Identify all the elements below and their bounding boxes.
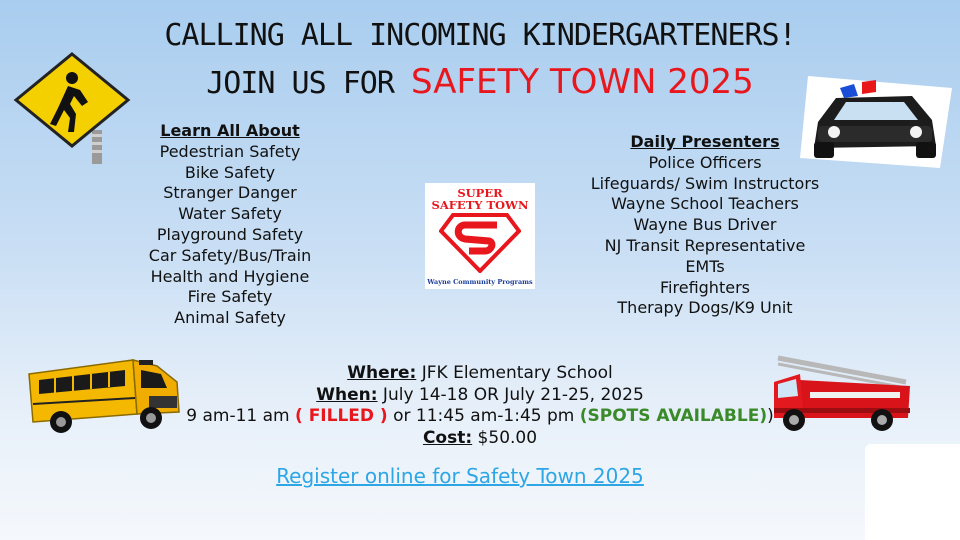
- filled-badge: ( FILLED ): [295, 406, 388, 426]
- learn-item: Stranger Danger: [163, 183, 297, 203]
- presenters-heading: Daily Presenters: [630, 132, 780, 151]
- learn-heading: Learn All About: [160, 121, 300, 140]
- learn-item: Animal Safety: [174, 308, 286, 328]
- time-morning: 9 am-11 am: [186, 406, 295, 426]
- cost-value: $50.00: [472, 427, 538, 448]
- page-corner: [865, 444, 960, 540]
- logo-line1: SUPER: [457, 186, 503, 200]
- spots-available-badge: (SPOTS AVAILABLE): [579, 406, 768, 426]
- logo-line2: SAFETY TOWN: [431, 198, 529, 212]
- where-line: [160, 363, 800, 385]
- presenter-item: Therapy Dogs/K9 Unit: [617, 298, 793, 318]
- presenter-item: NJ Transit Representative: [604, 235, 806, 255]
- presenter-item: Wayne School Teachers: [611, 194, 799, 214]
- learn-item: Playground Safety: [156, 224, 304, 244]
- headline-event-name: SAFETY TOWN 2025: [410, 62, 754, 102]
- learn-item: Fire Safety: [187, 287, 273, 307]
- learn-list: [110, 121, 350, 329]
- learn-item: Bike Safety: [184, 162, 276, 182]
- cost-label: Cost:: [422, 427, 473, 448]
- headline-line1: CALLING ALL INCOMING KINDERGARTENERS!: [164, 18, 796, 53]
- learn-item: Car Safety/Bus/Train: [148, 245, 312, 265]
- headline-prefix: JOIN US FOR: [206, 66, 411, 101]
- time-afternoon: or 11:45 am-1:45 pm: [387, 406, 580, 426]
- where-value: JFK Elementary School: [416, 363, 613, 383]
- super-safety-town-logo: [425, 183, 535, 289]
- learn-item: Water Safety: [178, 204, 282, 224]
- presenter-item: EMTs: [685, 256, 725, 276]
- register-link[interactable]: Register online for Safety Town 2025: [276, 464, 644, 488]
- presenters-list: [555, 132, 855, 319]
- where-label: Where:: [347, 363, 417, 383]
- when-label: When:: [316, 384, 378, 405]
- presenter-item: Lifeguards/ Swim Instructors: [590, 173, 820, 193]
- time-close-paren: ): [767, 406, 774, 426]
- when-value: July 14-18 OR July 21-25, 2025: [377, 384, 644, 405]
- presenter-item: Firefighters: [660, 277, 750, 297]
- presenter-item: Police Officers: [648, 152, 762, 172]
- presenter-item: Wayne Bus Driver: [633, 215, 777, 235]
- cost-line: [160, 428, 800, 450]
- when-line: [160, 385, 800, 407]
- learn-item: Health and Hygiene: [150, 266, 310, 286]
- event-details: [160, 363, 800, 449]
- time-line: [160, 406, 800, 428]
- logo-footer: Wayne Community Programs: [427, 278, 533, 286]
- learn-item: Pedestrian Safety: [159, 141, 301, 161]
- superman-shield-icon: [439, 213, 521, 273]
- fire-truck-icon: [770, 352, 915, 434]
